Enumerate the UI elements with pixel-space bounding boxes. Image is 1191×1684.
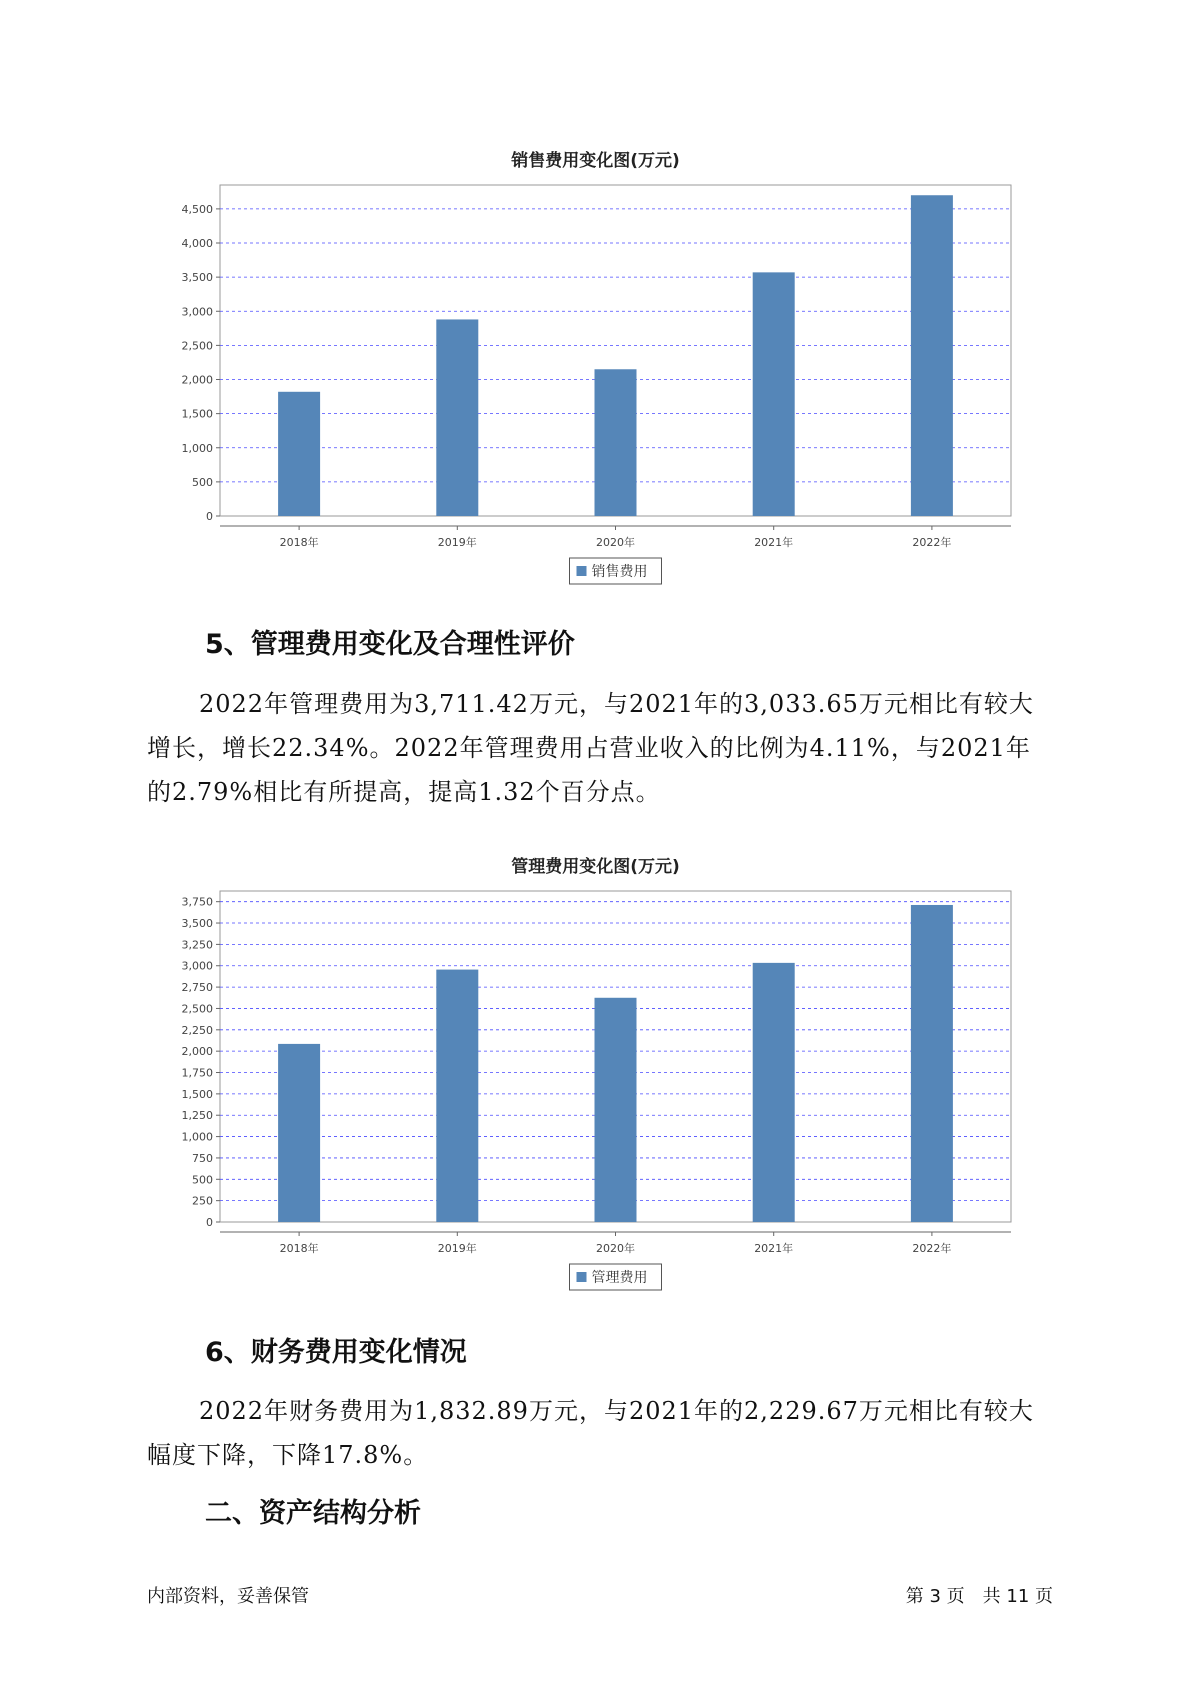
section-5-heading: 5、管理费用变化及合理性评价 — [205, 629, 575, 660]
y-tick-label: 4,500 — [181, 202, 213, 216]
x-tick-label: 2022年 — [912, 536, 952, 549]
bar-2020年 — [595, 998, 637, 1222]
x-tick-label: 2020年 — [596, 1242, 635, 1255]
y-tick-label: 3,500 — [181, 917, 213, 931]
legend-label: 销售费用 — [591, 564, 648, 580]
y-tick-label: 4,000 — [181, 237, 213, 251]
bar-2020年 — [595, 369, 637, 516]
y-tick-label: 1,000 — [181, 441, 213, 455]
y-tick-label: 2,000 — [181, 373, 213, 387]
x-tick-label: 2019年 — [437, 536, 477, 549]
legend-swatch — [577, 1272, 587, 1282]
legend-swatch — [577, 566, 587, 576]
y-tick-label: 1,000 — [181, 1130, 213, 1144]
y-tick-label: 500 — [192, 1173, 213, 1187]
footer-page-number: 第 3 页 共 11 页 — [905, 1586, 1053, 1607]
y-tick-label: 3,500 — [181, 271, 213, 285]
x-tick-label: 2021年 — [754, 1242, 794, 1255]
bar-2018年 — [278, 1044, 320, 1222]
y-tick-label: 3,000 — [181, 959, 213, 973]
bar-2019年 — [436, 970, 478, 1222]
admin-chart-title: 管理费用变化图(万元) — [511, 857, 680, 877]
y-tick-label: 3,250 — [181, 938, 213, 952]
y-tick-label: 750 — [192, 1151, 213, 1165]
y-tick-label: 0 — [206, 510, 213, 523]
admin-expense-chart — [0, 876, 1191, 1296]
bar-2019年 — [436, 319, 478, 516]
sales-chart-title: 销售费用变化图(万元) — [511, 151, 680, 171]
x-tick-label: 2020年 — [596, 536, 635, 549]
footer-confidential-note: 内部资料，妥善保管 — [147, 1586, 309, 1607]
sales-expense-chart — [0, 170, 1191, 590]
x-tick-label: 2021年 — [754, 536, 794, 549]
y-tick-label: 1,250 — [181, 1109, 213, 1123]
y-tick-label: 2,250 — [181, 1023, 213, 1037]
y-tick-label: 2,500 — [181, 339, 213, 353]
y-tick-label: 3,750 — [181, 895, 213, 909]
y-tick-label: 2,500 — [181, 1002, 213, 1016]
bar-2022年 — [911, 195, 953, 516]
bar-2021年 — [753, 272, 795, 516]
y-tick-label: 0 — [206, 1216, 213, 1229]
asset-structure-heading: 二、资产结构分析 — [205, 1498, 421, 1529]
y-tick-label: 3,000 — [181, 305, 213, 319]
bar-2021年 — [753, 963, 795, 1222]
y-tick-label: 1,750 — [181, 1066, 213, 1080]
x-tick-label: 2022年 — [912, 1242, 952, 1255]
y-tick-label: 1,500 — [181, 1087, 213, 1101]
y-tick-label: 250 — [192, 1194, 213, 1208]
y-tick-label: 2,750 — [181, 981, 213, 995]
y-tick-label: 500 — [192, 475, 213, 489]
x-tick-label: 2018年 — [279, 1242, 319, 1255]
section-5-paragraph: 2022年管理费用为3,711.42万元，与2021年的3,033.65万元相比有较大增长，增长22.34%。2022年管理费用占营业收入的比例为4.11%，与2021年的2.79%相比有所提高，提高1.32个百分点。 — [147, 690, 1034, 806]
legend-label: 管理费用 — [591, 1270, 648, 1286]
y-tick-label: 2,000 — [181, 1045, 213, 1059]
bar-2018年 — [278, 392, 320, 516]
x-tick-label: 2019年 — [437, 1242, 477, 1255]
bar-2022年 — [911, 905, 953, 1222]
y-tick-label: 1,500 — [181, 407, 213, 421]
x-tick-label: 2018年 — [279, 536, 319, 549]
section-6-paragraph: 2022年财务费用为1,832.89万元，与2021年的2,229.67万元相比有较大幅度下降，下降17.8%。 — [147, 1397, 1034, 1469]
section-6-heading: 6、财务费用变化情况 — [205, 1337, 467, 1368]
